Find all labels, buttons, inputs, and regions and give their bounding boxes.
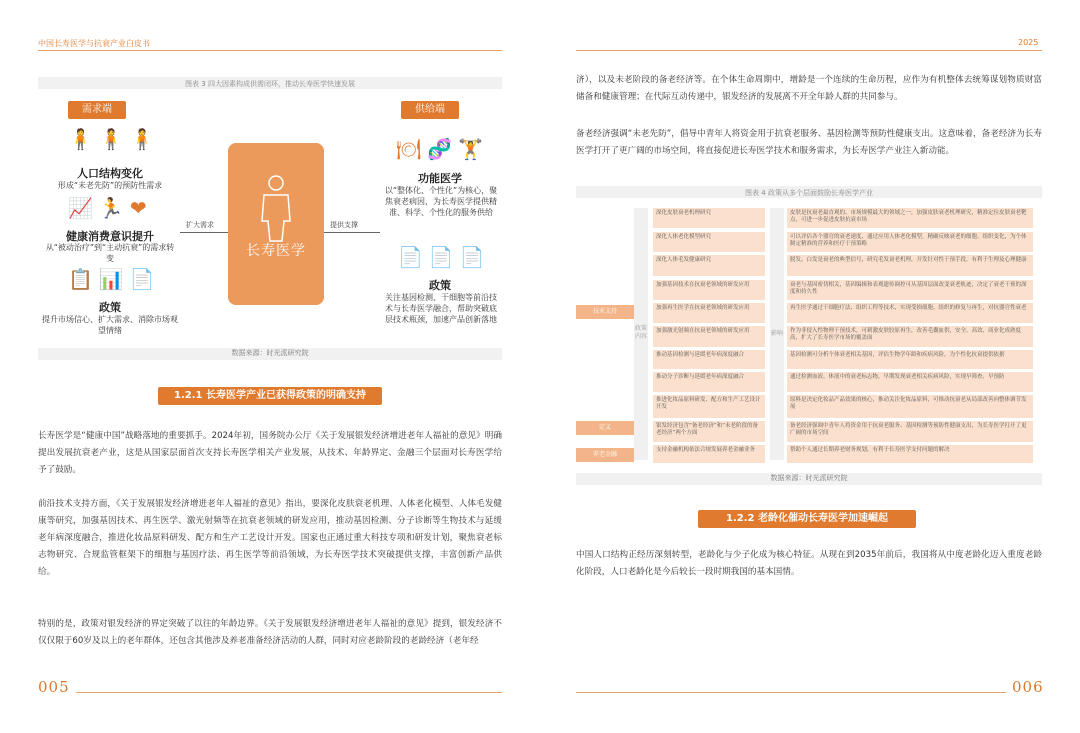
paragraph: 特别的是，政策对银发经济的界定突破了以往的年龄边界。《关于发展银发经济增进老年人福祉的意见》提到，银发经济不仅仅限于60岁及以上的老年群体，还包含其他涉及养老准备经济活动的人群，同时对应老龄阶段的老龄经济（老年经 <box>38 619 502 646</box>
paragraph: 济），以及未老阶段的备老经济等。在个体生命周期中，增龄是一个连续的生命历程，应作为有机整体去统筹谋划物质财富储备和健康管理；在代际互动传递中，银发经济的发展离不开全年龄人群的共同参与。 <box>576 75 1042 102</box>
footer-divider <box>76 692 502 693</box>
demand-block-text: 从“被动治疗”到“主动抗衰”的需求转变 <box>45 243 175 263</box>
fitness-icon: 🏋 <box>458 137 484 161</box>
food-icon: 🍽 <box>396 137 422 161</box>
center-box <box>228 143 324 305</box>
header-title: 中国长寿医学与抗衰产业白皮书 <box>38 39 150 48</box>
impact-item: 原料是决定化妆品产品效果的核心，推动关注化妆品原料，可推动抗衰老从局部改善向整体调节发展 <box>787 395 1033 418</box>
demand-block-text: 提升市场信心、扩大需求、消除市场观望情绪 <box>42 315 178 335</box>
impact-item: 脱发、白发是衰老的典型信号，研究毛发衰老机理，开发针对性干预手段，有利于生理及心理健康 <box>787 255 1033 276</box>
monitor-icon: 📈 <box>68 196 93 220</box>
policy-item: 加强激光射频在抗衰老领域的研发应用 <box>653 326 765 347</box>
arrow-right-line <box>324 232 380 233</box>
impact-item: 帮助个人通过长期养老财务规划，有利于长寿医学支付问题的解决 <box>787 445 1033 463</box>
policy-item: 深化人体老化模型研究 <box>653 232 765 252</box>
document-icon: 📄 <box>398 245 423 269</box>
figure4-source: 数据来源：时光派研究院 <box>576 473 1042 485</box>
policy-supply-icons <box>398 246 485 268</box>
demand-block-title: 健康消费意识提升 <box>66 230 154 243</box>
policy-item: 支持金融机构依法合规发展养老金融业务 <box>653 445 765 463</box>
footer-divider <box>576 692 1006 693</box>
supply-block-text: 以“整体化、个性化”为核心，聚焦衰老病因，为长寿医学提供精准、科学、个性化的服务供给 <box>384 186 498 217</box>
supply-block-title: 政策 <box>429 279 451 292</box>
figure4-title: 图表 4 政策从多个层面鼓励长寿医学产业 <box>745 189 873 197</box>
policy-item: 推动基因检测与延缓老年病深度融合 <box>653 350 765 369</box>
vbar-left-label: 政策内容 <box>635 325 648 340</box>
policy-item: 加强再生医学在抗衰老领域的研发应用 <box>653 303 765 323</box>
person-icon: 🧍 <box>98 127 124 151</box>
vbar-right-label: 影响 <box>771 330 784 337</box>
supply-block-title: 功能医学 <box>418 172 462 185</box>
arrow-left-line <box>180 232 228 233</box>
supply-block-text: 关注基因检测、干细胞等前沿技术与长寿医学融合，帮助突破底层技术瓶颈，加速产品创新落地 <box>385 293 497 324</box>
arrow-right-label: 提供支撑 <box>330 221 358 229</box>
demand-block-text: 形成“未老先防”的预防性需求 <box>57 181 163 190</box>
heart-hand-icon: ❤ <box>129 196 147 220</box>
policy-item: 银发经济包含“备老经济”和“未老阶段的备老经济”两个方面 <box>653 421 765 442</box>
page-number: 006 <box>1012 678 1044 696</box>
header-year: 2025 <box>1018 38 1039 47</box>
figure3-title: 图表 3 四大因素构成供需闭环，推动长寿医学快速发展 <box>185 80 355 88</box>
page-number: 005 <box>38 678 70 696</box>
document-icon: 📄 <box>129 267 155 291</box>
header-divider <box>38 50 502 51</box>
paragraph: 备老经济强调“未老先防”，倡导中青年人将资金用于抗衰老服务、基因检测等预防性健康支出。这意味着，备老经济为长寿医学打开了更广阔的市场空间，将直接促进长寿医学技术和服务需求，为长寿医学产业注入新动能。 <box>576 129 1042 156</box>
arrow-left-label: 扩大需求 <box>186 221 214 229</box>
impact-item: 作为非侵入性物理干预技术，可刺激皮肤胶原再生，改善毛囊血供，安全、高效、商业化成熟度高，扩大了长寿医学市场的覆盖面 <box>787 326 1033 347</box>
side-tag: 定义 <box>576 421 634 435</box>
person-icon: 🧍 <box>129 127 155 151</box>
side-tag: 技术支持 <box>576 305 634 319</box>
policy-item: 加强基因技术在抗衰老领域的研发应用 <box>653 280 765 300</box>
paragraph: 前沿技术支持方面，《关于发展银发经济增进老年人福祉的意见》指出，要深化皮肤衰老机理、人体老化模型、人体毛发健康等研究，加强基因技术、再生医学、激光射频等在抗衰老领域的研发应用，推动基因检测、分子诊断等生物技术与延缓老年病深度融合，推进化妆品原料研发、配方和生产工艺设计开发。国家也正通过重大科技专项和研发计划，聚焦衰老标志物研究、合规监管框架下的细胞与基因疗法、再生医学等前沿领域，为长寿医学技术突破提供支撑，丰富创新产品供给。 <box>38 499 502 577</box>
consumption-icons <box>68 197 147 219</box>
section-122-title: 1.2.2 老龄化催动长寿医学加速崛起 <box>698 510 916 528</box>
impact-item: 衰老与基因密切相关，基因编辑和表观遗传调控可从基因层面改变衰老轨迹，决定了衰老干预的深度和持久性 <box>787 280 1033 300</box>
policy-item: 深化皮肤衰老机理研究 <box>653 208 765 228</box>
demand-label: 需求端 <box>68 101 126 119</box>
impact-item: 备老经济强调中青年人将资金用于抗衰老服务、基因检测等预防性健康支出，为长寿医学打开了更广阔的市场空间 <box>787 421 1033 442</box>
runner-icon: 🏃 <box>98 196 124 220</box>
chart-icon: 📊 <box>98 267 124 291</box>
policy-item: 深化人体毛发健康研究 <box>653 255 765 276</box>
dna-icon: 🧬 <box>427 137 453 161</box>
impact-item: 通过检测血液、体液中的衰老标志物，早期发现衰老相关疾病风险，实现早筛查、早预防 <box>787 372 1033 392</box>
function-icons <box>396 138 483 160</box>
paragraph: 中国人口结构正经历深刻转型，老龄化与少子化成为核心特征。从现在到2035年前后，我国将从中度老龄化迈入重度老龄化阶段，人口老龄化是今后较长一段时期我国的基本国情。 <box>576 550 1042 577</box>
document-icon: 📄 <box>428 245 454 269</box>
board-icon: 📋 <box>68 267 93 291</box>
document-icon: 📄 <box>459 245 485 269</box>
people-icons <box>68 128 155 150</box>
impact-item: 基因检测可分析个体衰老相关基因，评估生物学年龄和疾病风险，为个性化抗衰提供依据 <box>787 350 1033 369</box>
policy-item: 推进化妆品原料研发、配方和生产工艺设计开发 <box>653 395 765 418</box>
side-tag: 养老金融 <box>576 448 634 462</box>
person-icon: 🧍 <box>68 127 93 151</box>
human-figure-icon <box>228 143 324 253</box>
paragraph: 长寿医学是“健康中国”战略落地的重要抓手。2024年初，国务院办公厅《关于发展银发经济增进老年人福祉的意见》明确提出发展抗衰老产业，这是从国家层面首次支持长寿医学相关产业发展，从技术、年龄界定、金融三个层面对长寿医学给予了鼓励。 <box>38 431 502 475</box>
supply-label: 供给端 <box>401 101 459 119</box>
center-label: 长寿医学 <box>246 243 306 259</box>
policy-icons <box>68 268 155 290</box>
impact-item: 再生医学通过干细胞疗法、组织工程等技术，实现受损细胞、组织的修复与再生，对抗器官性衰老 <box>787 303 1033 323</box>
header-divider <box>576 50 1042 51</box>
demand-block-title: 人口结构变化 <box>77 167 143 180</box>
impact-item: 可以评估各个器官的衰老速度，通过应用人体老化模型，精确反映衰老的细胞、组织变化，为个体制定精准的营养和医疗干预策略 <box>787 232 1033 252</box>
impact-item: 皮肤是抗衰老最直观的、市场规模最大的领域之一，加强皮肤衰老机理研究，精准定位皮肤衰老靶点，可进一步促进皮肤抗衰市场 <box>787 208 1033 228</box>
demand-block-title: 政策 <box>99 301 121 314</box>
section-121-title: 1.2.1 长寿医学产业已获得政策的明确支持 <box>158 387 382 405</box>
figure3-source: 数据来源：时光派研究院 <box>38 348 502 360</box>
policy-item: 推动分子诊断与延缓老年病深度融合 <box>653 372 765 392</box>
